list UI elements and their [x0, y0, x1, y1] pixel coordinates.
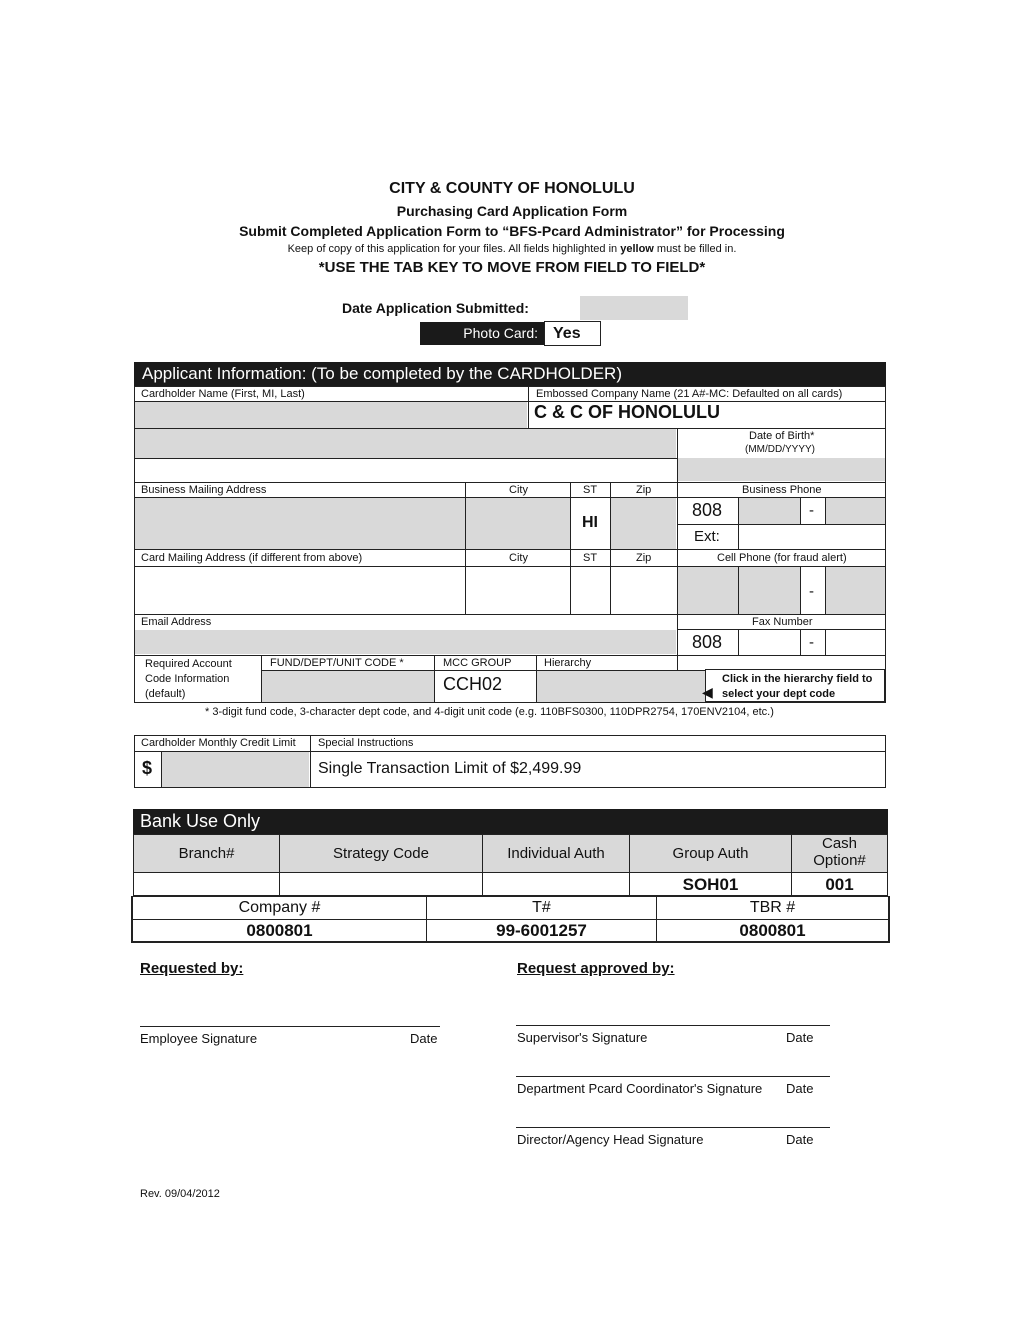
fax-area: 808 — [692, 632, 723, 652]
org-title: CITY & COUNTY OF HONOLULU — [389, 180, 635, 197]
card-zip-label: Zip — [636, 552, 652, 564]
applicant-section-header: Applicant Information: (To be completed by the CARDHOLDER) — [134, 362, 886, 386]
divider — [434, 655, 435, 703]
divider — [134, 458, 677, 459]
form-title: Purchasing Card Application Form — [396, 203, 628, 219]
card-zip-input[interactable] — [611, 567, 676, 614]
tbr-value: 0800801 — [739, 921, 806, 940]
divider — [800, 497, 801, 524]
cell-phone-line[interactable] — [826, 567, 885, 614]
coordinator-date-label: Date — [786, 1081, 814, 1096]
fund-code-input[interactable] — [262, 671, 434, 702]
dob-label: Date of Birth* — [749, 430, 815, 442]
fax-prefix[interactable] — [739, 630, 800, 654]
cardholder-name-label: Cardholder Name (First, MI, Last) — [141, 388, 305, 400]
copy-note — [0, 243, 1024, 255]
business-address-input[interactable] — [135, 498, 465, 549]
cash-option-header — [792, 835, 887, 872]
cash-option-header-1: Cash — [821, 835, 858, 852]
photo-card-select[interactable]: Yes — [544, 321, 601, 346]
copy-note-end: must be filled in. — [656, 243, 737, 255]
branch-header: Branch# — [134, 835, 279, 872]
special-instructions-label: Special Instructions — [318, 737, 414, 749]
cash-option-header-2: Option# — [813, 852, 866, 869]
requested-by-heading: Requested by: — [140, 960, 244, 977]
employee-signature-line[interactable] — [140, 1026, 440, 1027]
code-info-label: Code Information — [145, 673, 230, 685]
business-phone-label: Business Phone — [742, 484, 822, 496]
credit-limit-input[interactable] — [162, 752, 309, 787]
divider — [310, 735, 311, 788]
zip-label: Zip — [636, 484, 652, 496]
company-value: 0800801 — [246, 921, 313, 940]
tbr-label: TBR # — [749, 899, 796, 916]
card-st-input[interactable] — [571, 567, 610, 614]
strategy-code-header: Strategy Code — [280, 835, 482, 872]
card-city-input[interactable] — [466, 567, 570, 614]
individual-auth-header: Individual Auth — [483, 835, 629, 872]
credit-limit-label: Cardholder Monthly Credit Limit — [141, 737, 296, 749]
business-address-label: Business Mailing Address — [141, 484, 267, 496]
tab-key-hint: *USE THE TAB KEY TO MOVE FROM FIELD TO FIELD* — [318, 259, 706, 276]
business-phone-prefix[interactable] — [739, 498, 800, 524]
divider — [528, 386, 529, 428]
supervisor-signature-line[interactable] — [516, 1025, 830, 1026]
mcc-group-value[interactable]: CCH02 — [443, 674, 503, 694]
director-date-label: Date — [786, 1132, 814, 1147]
company-label: Company # — [238, 899, 321, 916]
arrow-left-icon: ◀ — [702, 684, 713, 700]
coordinator-signature-line[interactable] — [516, 1076, 830, 1077]
divider — [261, 670, 705, 671]
divider — [134, 549, 886, 550]
group-auth-value: SOH01 — [682, 874, 739, 894]
revision-date: Rev. 09/04/2012 — [140, 1188, 220, 1200]
supervisor-signature-label: Supervisor's Signature — [517, 1030, 648, 1045]
hierarchy-hint-1: Click in the hierarchy field to — [722, 673, 873, 685]
cell-phone-area[interactable] — [678, 567, 738, 614]
cell-phone-prefix[interactable] — [739, 567, 800, 614]
divider — [134, 482, 886, 483]
fund-code-label: FUND/DEPT/UNIT CODE * — [270, 657, 404, 669]
hierarchy-hint-2: select your dept code — [722, 688, 836, 700]
divider — [134, 614, 886, 615]
t-number-label: T# — [532, 899, 551, 916]
date-submitted-input[interactable] — [580, 296, 688, 320]
t-number-value: 99-6001257 — [496, 921, 587, 940]
required-account-label: Required Account — [145, 658, 232, 670]
card-city-label: City — [509, 552, 528, 564]
dob-input[interactable] — [678, 458, 885, 481]
embossed-name-label: Embossed Company Name (21 A#-MC: Defaulted on all cards) — [536, 388, 843, 400]
ext-label: Ext: — [694, 528, 720, 545]
fax-dash: - — [809, 634, 814, 651]
submit-instructions: Submit Completed Application Form to “BFS-Pcard Administrator” for Processing — [239, 223, 785, 239]
fax-line[interactable] — [826, 630, 885, 654]
card-address-label: Card Mailing Address (if different from above) — [141, 552, 363, 564]
card-st-label: ST — [583, 552, 598, 564]
embossed-name-value: C & C OF HONOLULU — [534, 402, 720, 422]
mcc-group-label: MCC GROUP — [443, 657, 512, 669]
fund-code-footnote: * 3-digit fund code, 3-character dept code, and 4-digit unit code (e.g. 110BFS0300, 110DPR2754, 170ENV2104, etc.) — [205, 706, 774, 718]
cell-phone-label: Cell Phone (for fraud alert) — [717, 552, 847, 564]
special-instructions-input[interactable]: Single Transaction Limit of $2,499.99 — [318, 760, 582, 777]
st-label: ST — [583, 484, 598, 496]
cardholder-name-input-top[interactable] — [135, 402, 527, 428]
card-address-input[interactable] — [135, 567, 465, 614]
ext-input[interactable] — [739, 525, 885, 549]
business-phone-dash: - — [809, 502, 814, 519]
coordinator-signature-label: Department Pcard Coordinator's Signature — [517, 1081, 763, 1096]
business-city-input[interactable] — [466, 498, 570, 549]
divider — [134, 655, 886, 656]
default-label: (default) — [145, 688, 186, 700]
supervisor-date-label: Date — [786, 1030, 814, 1045]
dob-format: (MM/DD/YYYY) — [745, 444, 815, 455]
divider — [800, 566, 801, 614]
group-auth-header: Group Auth — [630, 835, 791, 872]
director-signature-line[interactable] — [516, 1127, 830, 1128]
bank-section-header: Bank Use Only — [133, 809, 888, 834]
email-label: Email Address — [141, 616, 212, 628]
photo-card-label: Photo Card: — [420, 322, 544, 345]
director-signature-label: Director/Agency Head Signature — [517, 1132, 704, 1147]
business-phone-area: 808 — [692, 500, 723, 520]
divider — [800, 629, 801, 655]
email-input[interactable] — [135, 630, 676, 654]
hierarchy-input[interactable] — [537, 671, 705, 702]
yellow-word: yellow — [620, 243, 654, 255]
date-submitted-label: Date Application Submitted: — [342, 300, 529, 316]
employee-signature-label: Employee Signature — [140, 1031, 258, 1046]
fax-label: Fax Number — [752, 616, 813, 628]
city-label: City — [509, 484, 528, 496]
business-phone-line[interactable] — [826, 498, 885, 524]
currency-symbol: $ — [142, 758, 153, 778]
employee-date-label: Date — [410, 1031, 438, 1046]
cardholder-name-input[interactable] — [135, 429, 676, 458]
hierarchy-label: Hierarchy — [544, 657, 592, 669]
approved-by-heading: Request approved by: — [517, 960, 675, 977]
business-st-value[interactable]: HI — [582, 514, 598, 531]
copy-note-text: Keep of copy of this application for your files. All fields highlighted in — [287, 243, 618, 255]
cell-phone-dash: - — [809, 583, 814, 600]
business-zip-input[interactable] — [611, 498, 676, 549]
cash-option-value: 001 — [825, 874, 854, 894]
